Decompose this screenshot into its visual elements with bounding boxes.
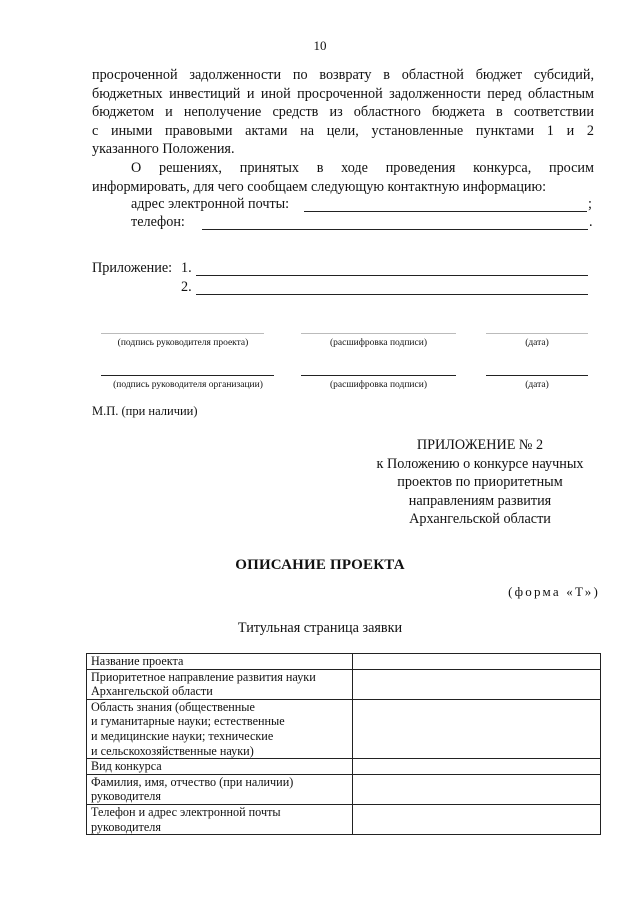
- field-label-priority-direction: Приоритетное направление развития науки Архангельской области: [87, 669, 353, 699]
- document-subtitle: Титульная страница заявки: [237, 620, 403, 636]
- caption-organization-head-signature: (подпись руководителя организации): [113, 380, 263, 390]
- table-row: [87, 774, 601, 804]
- table-row: [87, 669, 601, 699]
- page-number: 10: [313, 38, 327, 53]
- field-value-contest-type[interactable]: [353, 759, 601, 775]
- text-line: с иными правовыми актами на цели, установленные пунктами 1 и 2: [92, 122, 594, 139]
- organization-head-signature-line[interactable]: [101, 375, 274, 376]
- stamp-note: М.П. (при наличии): [92, 404, 198, 418]
- document-title: ОПИСАНИЕ ПРОЕКТА: [235, 557, 405, 573]
- appendix-line: проектов по приоритетным: [397, 474, 563, 491]
- attachment-field-2[interactable]: [196, 294, 588, 295]
- attachment-field-1[interactable]: [196, 275, 588, 276]
- caption-project-lead-signature: (подпись руководителя проекта): [117, 338, 249, 348]
- field-label-contest-type: Вид конкурса: [87, 759, 353, 775]
- title-page-table: [86, 653, 601, 835]
- field-label-lead-contacts: Телефон и адрес электронной почты руководителя: [87, 804, 353, 834]
- field-value-lead-name[interactable]: [353, 774, 601, 804]
- appendix-line: направлениям развития: [408, 492, 552, 509]
- appendix-header: [360, 436, 600, 529]
- field-value-priority-direction[interactable]: [353, 669, 601, 699]
- date-line[interactable]: [486, 375, 588, 376]
- email-field[interactable]: [304, 211, 587, 212]
- text-line: просроченной задолженности по возврату в областной бюджет субсидий,: [92, 67, 594, 83]
- text-line: указанного Положения.: [92, 141, 235, 158]
- attachments-label: Приложение:: [92, 260, 173, 276]
- date-line[interactable]: [486, 333, 588, 334]
- paragraph-eligibility: [92, 66, 594, 159]
- text-line: бюджетом и неполучение средств из областного бюджета в соответствии: [92, 104, 594, 121]
- table-row: [87, 759, 601, 775]
- field-label-lead-name: Фамилия, имя, отчество (при наличии) руководителя: [87, 774, 353, 804]
- appendix-line: к Положению о конкурсе научных: [376, 455, 584, 472]
- caption-date: (дата): [525, 338, 549, 348]
- text-line: бюджетных инвестиций и иной просроченной задолженности перед областным: [92, 85, 594, 102]
- text-line: информировать, для чего сообщаем следующую контактную информацию:: [92, 178, 547, 195]
- phone-field[interactable]: [202, 229, 588, 230]
- table-row: [87, 804, 601, 834]
- text-line: О решениях, принятых в ходе проведения конкурса, просим: [131, 160, 594, 176]
- email-end-mark: ;: [588, 196, 592, 212]
- table-row: [87, 654, 601, 670]
- attachment-number-1: 1.: [181, 260, 192, 276]
- form-note: (форма «Т»): [508, 584, 600, 599]
- table-row: [87, 699, 601, 758]
- field-value-project-name[interactable]: [353, 654, 601, 670]
- attachment-number-2: 2.: [181, 279, 192, 295]
- caption-signature-decoding: (расшифровка подписи): [330, 380, 427, 390]
- signature-decoding-line[interactable]: [301, 333, 456, 334]
- phone-end-mark: .: [589, 214, 593, 230]
- field-label-project-name: Название проекта: [87, 654, 353, 670]
- field-value-lead-contacts[interactable]: [353, 804, 601, 834]
- phone-label: телефон:: [131, 214, 185, 230]
- appendix-line: ПРИЛОЖЕНИЕ № 2: [416, 437, 544, 453]
- paragraph-contact-request: [92, 159, 594, 196]
- field-label-knowledge-area: Область знания (общественные и гуманитарные науки; естественные и медицинские науки; технические и сельскохозяйственные науки): [87, 699, 353, 758]
- signature-decoding-line[interactable]: [301, 375, 456, 376]
- appendix-line: Архангельской области: [409, 511, 551, 528]
- field-value-knowledge-area[interactable]: [353, 699, 601, 758]
- caption-date: (дата): [525, 380, 549, 390]
- project-lead-signature-line[interactable]: [101, 333, 264, 334]
- email-label: адрес электронной почты:: [131, 196, 290, 212]
- caption-signature-decoding: (расшифровка подписи): [330, 338, 427, 348]
